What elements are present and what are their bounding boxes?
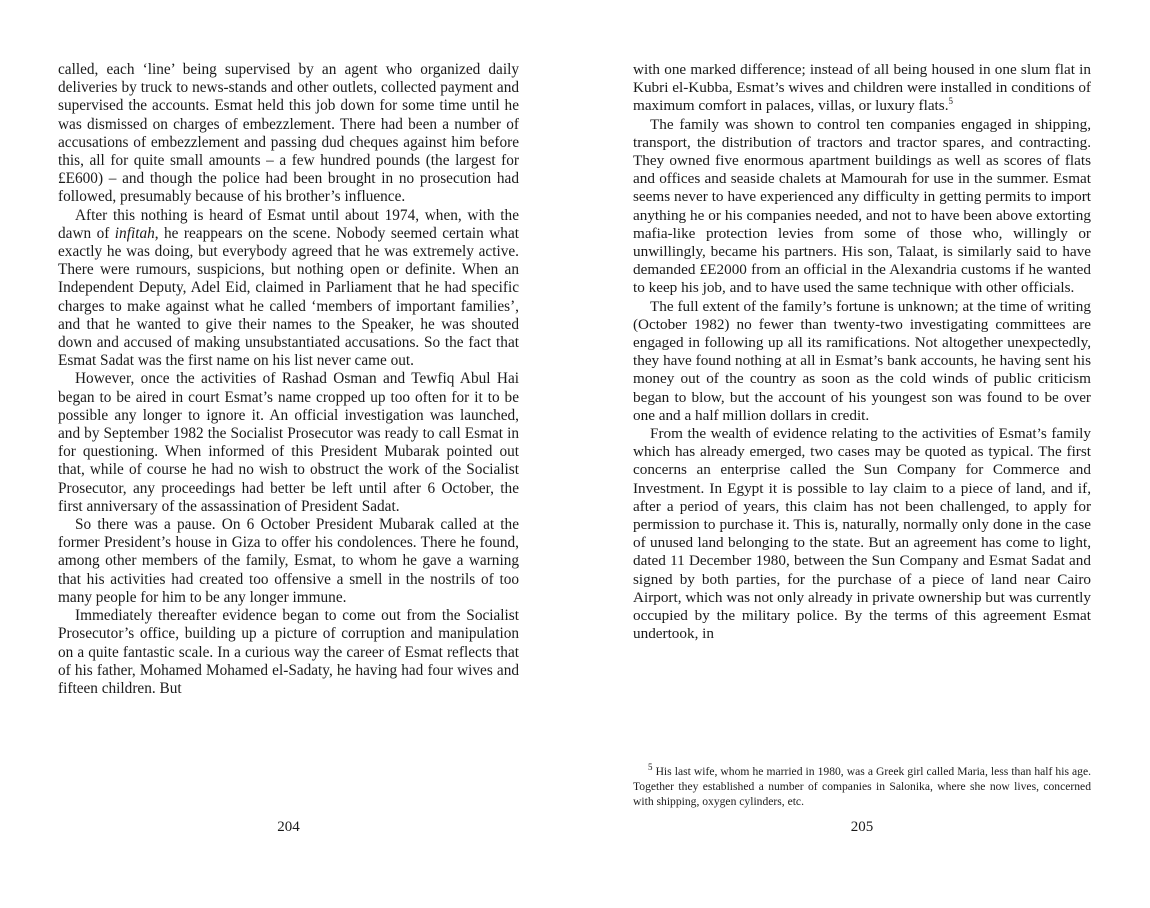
footnote	[633, 764, 1091, 810]
paragraph: Immediately thereafter evidence began to come out from the Socialist Prosecutor’s office, building up a picture of corruption and manipulation on a quite fantastic scale. In a curious way the career of Esmat reflects that of his father, Mohamed Mohamed el-Sadaty, he having had four wives and fifteen children. But	[58, 607, 519, 697]
paragraph: However, once the activities of Rashad Osman and Tewfiq Abul Hai began to be aired in court Esmat’s name cropped up too often for it to be possible any longer to ignore it. An official investigation was launched, and by September 1982 the Socialist Prosecutor was ready to call Esmat in for questioning. When informed of this President Mubarak pointed out that, while of course he had no wish to obstruct the work of the Socialist Prosecutor, any proceedings had better be left until after 6 October, the first anniversary of the assassination of President Sadat.	[58, 370, 519, 515]
paragraph: The family was shown to control ten companies engaged in shipping, transport, the distribution of tractors and tractor spares, and contracting. They owned five enormous apartment buildings as well as scores of flats and offices and seaside chalets at Mamourah for use in the summer. Esmat seems never to have experienced any difficulty in getting permits to import anything he or his companies needed, and not to have been above extorting mafia-like protection levies from some of those who, willingly or unwillingly, became his partners. His son, Talaat, is similarly said to have demanded £E2000 from an official in the Alexandria customs if he wanted to keep his job, and to have used the same technique with other officials.	[633, 115, 1091, 297]
paragraph: From the wealth of evidence relating to the activities of Esmat’s family which has already emerged, two cases may be quoted as typical. The first concerns an enterprise called the Sun Company for Commerce and Investment. In Egypt it is possible to lay claim to a piece of land, and if, after a period of years, this claim has not been challenged, to apply for permission to purchase it. This is, naturally, normally only done in the case of unused land belonging to the state. But an agreement has come to light, dated 11 December 1980, between the Sun Company and Esmat Sadat and signed by both parties, for the purchase of a piece of land near Cairo Airport, which was not only already in private ownership but was currently occupied by the military police. By the terms of this agreement Esmat undertook, in	[633, 425, 1091, 643]
footnote-text: His last wife, whom he married in 1980, was a Greek girl called Maria, less than half his age. Together they established a number of companies in Salonika, where she now lives, concerned with shipping, oxygen cylinders, etc.	[633, 765, 1091, 809]
paragraph: So there was a pause. On 6 October President Mubarak called at the former President’s house in Giza to offer his condolences. There he found, among other members of the family, Esmat, to whom he gave a warning that his activities had created too offensive a smell in the nostrils of too many people for him to be any longer immune.	[58, 516, 519, 606]
paragraph	[58, 207, 519, 371]
footnote-reference: 5	[948, 96, 953, 107]
right-page-body	[633, 61, 1091, 644]
text-run: After this nothing is heard of Esmat until about 1974, when, with the dawn of	[58, 206, 519, 242]
page-number: 205	[850, 819, 874, 835]
left-page-body	[58, 61, 519, 698]
paragraph	[633, 61, 1091, 116]
italic-term: infitah	[114, 224, 155, 242]
text-run: with one marked difference; instead of all being housed in one slum flat in Kubri el-Kubba, Esmat’s wives and children were installed in conditions of maximum comfort in palaces, villas, or luxury flats.	[633, 61, 1091, 115]
paragraph: called, each ‘line’ being supervised by an agent who organized daily deliveries by truck to news-stands and other outlets, collected payment and supervised the accounts. Esmat held this job down for some time until he was dismissed on charges of embezzlement. There had been a number of accusations of embezzlement and passing dud cheques against him before this, all for quite small amounts – a few hundred pounds (the largest for £E600) – and though the police had been brought in no prosecution had followed, presumably because of his brother’s influence.	[58, 61, 519, 206]
paragraph: The full extent of the family’s fortune is unknown; at the time of writing (October 1982) no fewer than twenty-two investigating committees are engaged in following up all its ramifications. Not altogether unexpectedly, they have found nothing at all in Esmat’s bank accounts, he having sent his money out of the country as soon as the cold winds of public criticism began to blow, but the account of his youngest son was found to be over one and a half million dollars in credit.	[633, 297, 1091, 424]
text-run: , he reappears on the scene. Nobody seemed certain what exactly he was doing, but everybody agreed that he was extremely active. There were rumours, suspicions, but nothing open or definite. When an Independent Deputy, Adel Eid, claimed in Parliament that he had specific charges to make against what he called ‘members of important families’, and that he wanted to give their names to the Speaker, he was shouted down and accused of making unsubstantiated accusations. So the fact that Esmat Sadat was the first name on his list never came out.	[58, 224, 519, 370]
footnote-mark: 5	[648, 762, 653, 773]
page-number: 204	[277, 819, 300, 835]
